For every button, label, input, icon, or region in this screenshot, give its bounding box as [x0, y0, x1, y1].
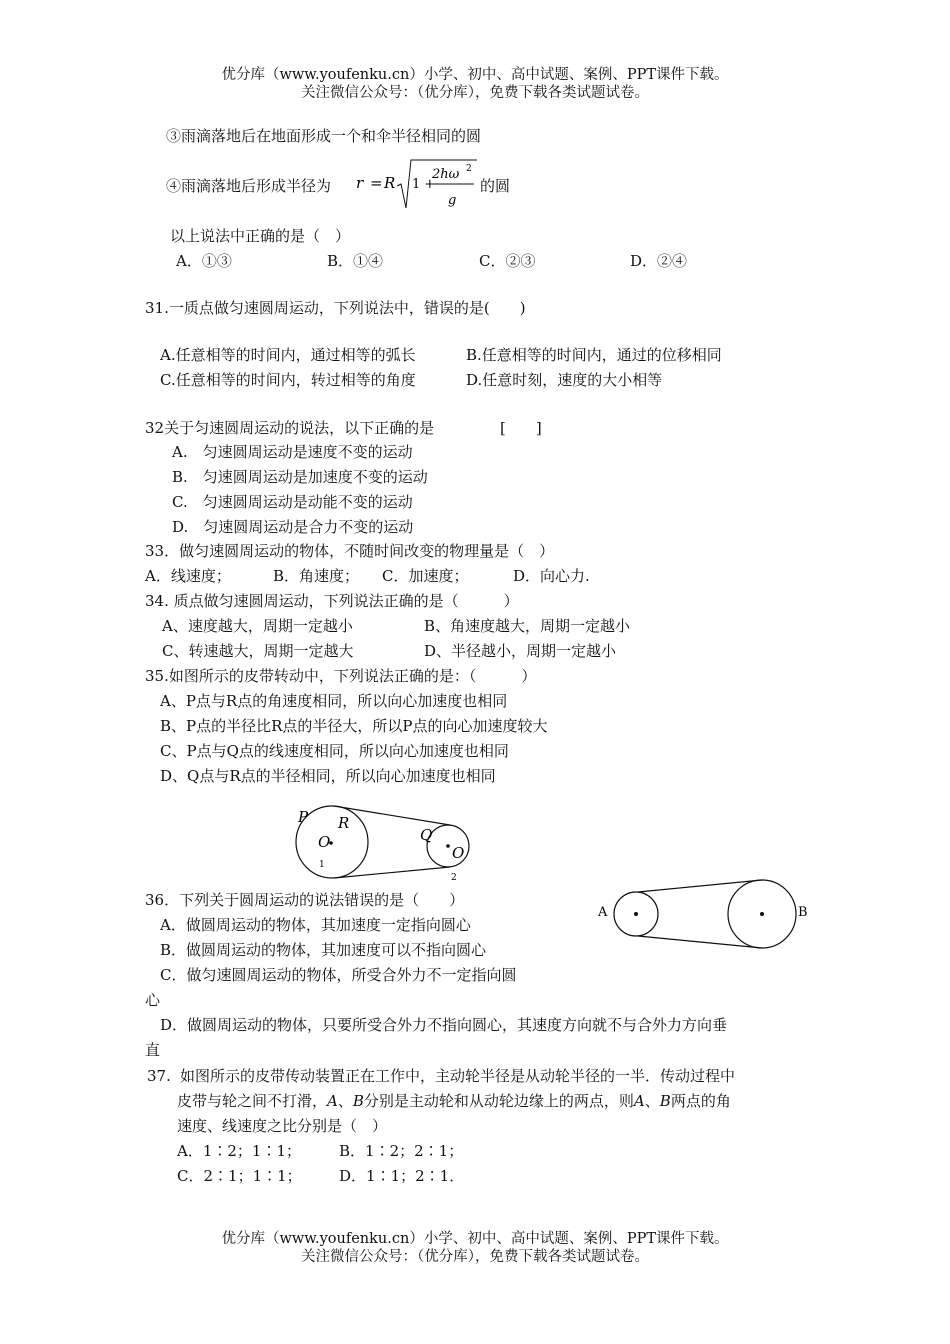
formula-R: R [384, 174, 396, 192]
driven-wheel-center [760, 912, 764, 916]
q36-stem: 36．下列关于圆周运动的说法错误的是（ ） [145, 891, 465, 909]
q37-option-c: C．2∶1；1∶1； [177, 1167, 302, 1185]
label-o1-subscript: 1 [319, 860, 325, 870]
q30-option-b: B．①④ [327, 252, 384, 270]
q31-stem: 31.一质点做匀速圆周运动，下列说法中，错误的是( ) [145, 299, 526, 317]
q31-option-a: A.任意相等的时间内，通过相等的弧长 [160, 346, 416, 364]
q30-statement-4-prefix: ④雨滴落地后形成半径为 [166, 177, 332, 195]
center-o2-dot [446, 844, 450, 848]
header-line-1: 优分库（www.youfenku.cn）小学、初中、高中试题、案例、PPT课件下载。 [221, 67, 729, 83]
q32-stem: 32关于匀速圆周运动的说法，以下正确的是 [145, 419, 435, 437]
q36-option-d: D．做圆周运动的物体，只要所受合外力不指向圆心，其速度方向就不与合外力方向垂 [160, 1016, 728, 1034]
q36-option-d-wrap: 直 [145, 1041, 161, 1059]
driving-wheel-center [634, 912, 638, 916]
q35-option-a: A、P点与R点的角速度相同，所以向心加速度也相同 [160, 692, 508, 710]
q33-option-d: D．向心力. [513, 567, 590, 585]
q32-option-d: D. 匀速圆周运动是合力不变的运动 [172, 518, 414, 536]
q32-option-b: B. 匀速圆周运动是加速度不变的运动 [172, 468, 428, 486]
label-o1: O [318, 833, 331, 851]
q31-option-c: C.任意相等的时间内，转过相等的角度 [160, 371, 416, 389]
q33-stem: 33．做匀速圆周运动的物体，不随时间改变的物理量是（ ） [145, 542, 555, 560]
q36-option-b: B．做圆周运动的物体，其加速度可以不指向圆心 [160, 941, 487, 959]
q35-option-b: B、P点的半径比R点的半径大，所以P点的向心加速度较大 [160, 717, 548, 735]
q37-option-a: A．1∶2；1∶1； [177, 1142, 302, 1160]
q34-option-b: B、角速度越大，周期一定越小 [424, 617, 631, 635]
belt-top [334, 806, 450, 825]
belt-diagram-q35 [290, 800, 480, 886]
q32-option-c: C. 匀速圆周运动是动能不变的运动 [172, 493, 413, 511]
q32-bracket: [ ] [500, 419, 542, 437]
header-line-2: 关注微信公众号：（优分库），免费下载各类试题试卷。 [301, 85, 649, 101]
radius-formula [352, 158, 480, 214]
q31-option-d: D.任意时刻，速度的大小相等 [466, 371, 663, 389]
label-q: Q [420, 826, 433, 844]
label-o2-subscript: 2 [451, 873, 457, 883]
q31-option-b: B.任意相等的时间内，通过的位移相同 [466, 346, 722, 364]
formula-exponent: 2 [466, 164, 472, 174]
q37-stem-line-2: 皮带与轮之间不打滑，A、B分别是主动轮和从动轮边缘上的两点，则A、B两点的角 [177, 1092, 731, 1110]
q33-option-b: B．角速度； [273, 567, 360, 585]
formula-denominator: g [448, 193, 457, 208]
q37-option-d: D．1∶1；2∶1． [339, 1167, 465, 1185]
formula-r: r [356, 174, 364, 192]
label-r: R [338, 814, 350, 832]
q33-option-c: C．加速度； [382, 567, 469, 585]
q34-option-c: C、转速越大，周期一定越大 [162, 642, 354, 660]
q33-option-a: A．线速度； [145, 567, 231, 585]
formula-one-plus: 1 + [412, 177, 436, 192]
q37-stem-line-3: 速度、线速度之比分别是（ ） [177, 1117, 388, 1135]
q36-option-a: A．做圆周运动的物体，其加速度一定指向圆心 [160, 916, 471, 934]
q34-option-a: A、速度越大，周期一定越小 [162, 617, 353, 635]
q30-statement-3: ③雨滴落地后在地面形成一个和伞半径相同的圆 [166, 127, 482, 145]
q30-statement-4-suffix: 的圆 [480, 177, 511, 195]
q35-option-d: D、Q点与R点的半径相同，所以向心加速度也相同 [160, 767, 496, 785]
label-o2: O [452, 844, 465, 862]
belt-diagram-q37 [592, 876, 814, 956]
formula-equals: = [370, 174, 383, 192]
q35-option-c: C、P点与Q点的线速度相同，所以向心加速度也相同 [160, 742, 509, 760]
q30-prompt: 以上说法中正确的是（ ） [170, 227, 351, 245]
q37-option-b: B．1∶2；2∶1； [339, 1142, 464, 1160]
q34-option-d: D、半径越小，周期一定越小 [424, 642, 617, 660]
footer-line-2: 关注微信公众号：（优分库），免费下载各类试题试卷。 [301, 1249, 649, 1265]
q36-option-c-wrap: 心 [145, 991, 161, 1009]
label-a: A [598, 905, 608, 920]
q32-option-a: A. 匀速圆周运动是速度不变的运动 [172, 443, 413, 461]
label-b: B [798, 905, 808, 920]
q37-number: 37. [147, 1067, 171, 1085]
q37-stem-line-1: 如图所示的皮带传动装置正在工作中，主动轮半径是从动轮半径的一半．传动过程中 [180, 1067, 736, 1085]
q30-option-c: C．②③ [479, 252, 536, 270]
q36-option-c: C．做匀速圆周运动的物体，所受合外力不一定指向圆 [160, 966, 517, 984]
label-p: P [298, 808, 309, 826]
q30-option-a: A．①③ [176, 252, 232, 270]
footer-line-1: 优分库（www.youfenku.cn）小学、初中、高中试题、案例、PPT课件下载。 [221, 1231, 729, 1247]
q35-stem: 35.如图所示的皮带转动中，下列说法正确的是：（ ） [145, 667, 537, 685]
q34-stem: 34. 质点做匀速圆周运动，下列说法正确的是（ ） [145, 592, 519, 610]
q30-option-d: D．②④ [630, 252, 688, 270]
formula-numerator: 2hω [432, 167, 460, 182]
